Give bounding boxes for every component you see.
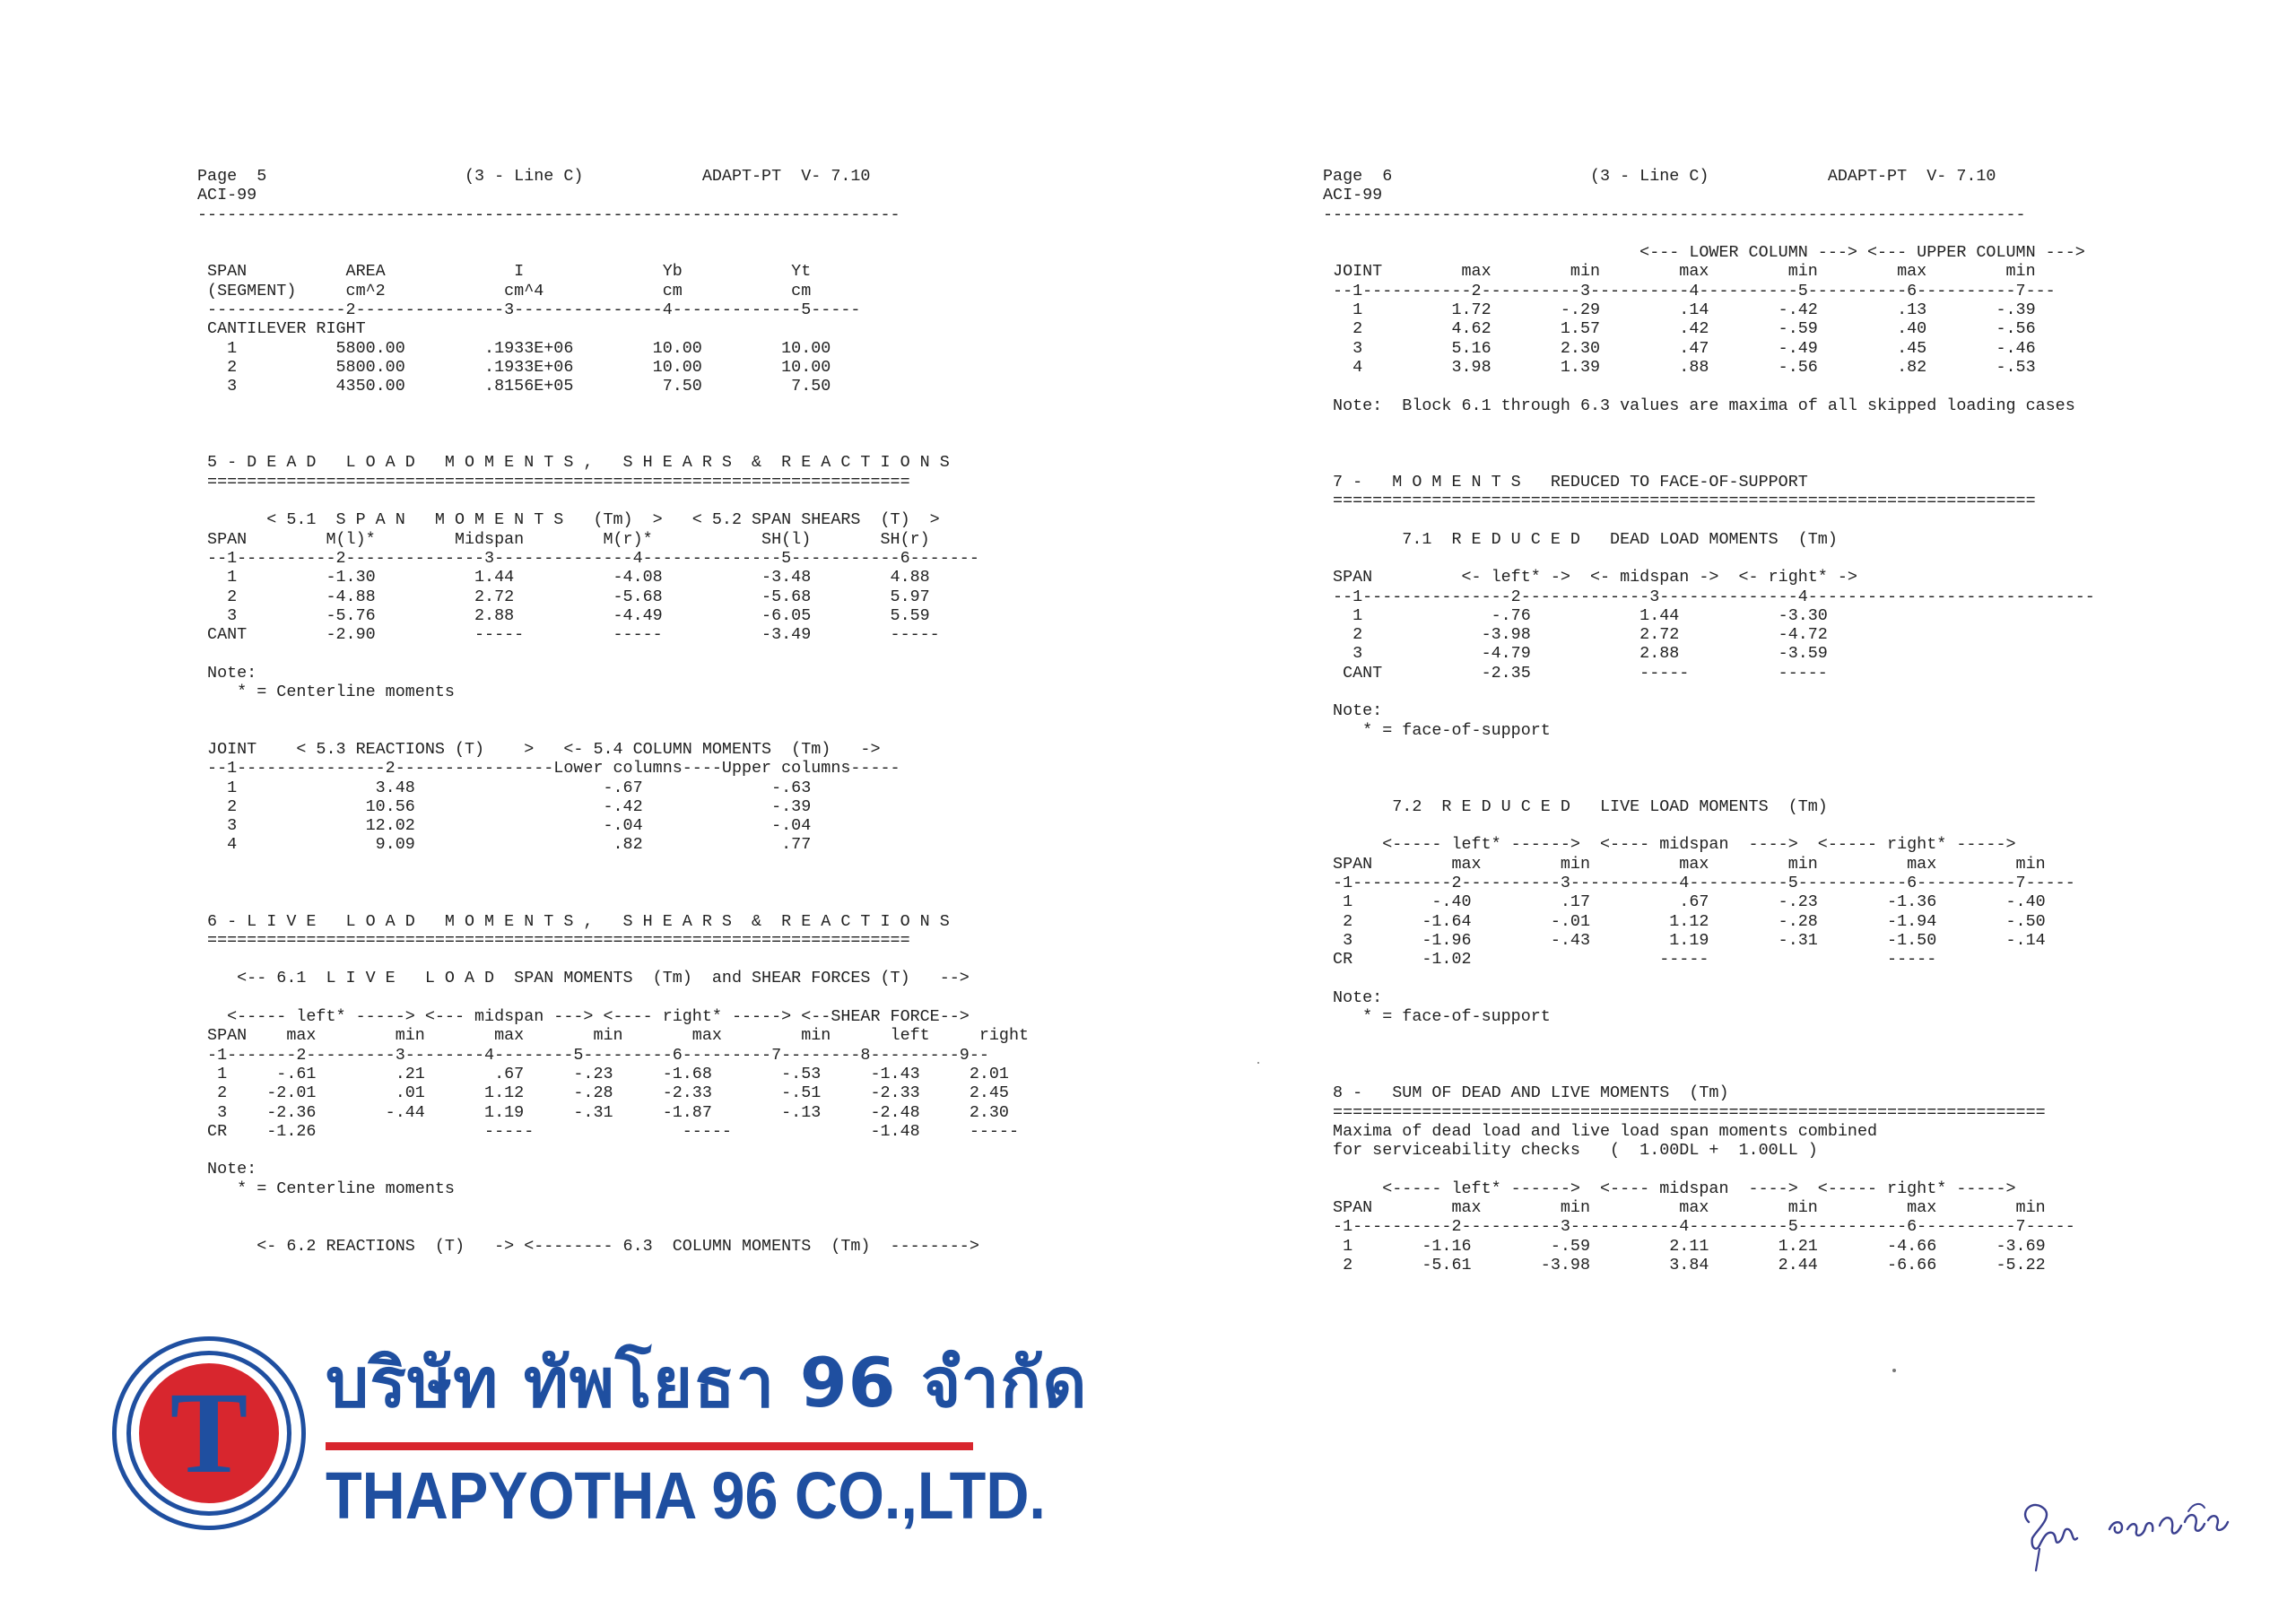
right-page-text: Page 6 (3 - Line C) ADAPT-PT V- 7.10 ACI-99 ----------------------------------------------------------------------- <--- LOWER COLUMN ---> <--- UPPER COLUMN ---> JOINT max min max min max min --1-----------2----------3----------4----------5----------6----------7--- 1 1.72 -.29 .14 -.42 .13 -.39 2 4.62 1.57 .42 -.59 .40 -.56 3 5.16 2.30 .47 -.49 .45 -.46 4 3.98 1.39 .88 -.56 .82 -.53 Note: Block 6.1 through 6.3 values are maxima of all skipped loading cases 7 - M O M E N T S REDUCED TO FACE-OF-SUPPORT ======================================================================= 7.1 R E D U C E D DEAD LOAD MOMENTS (Tm) SPAN <- left* -> <- midspan -> <- right* -> --1---------------2-------------3--------------4----------------------------- 1 -.76 1.44 -3.30 2 -3.98 2.72 -4.72 3 -4.79 2.88 -3.59 CANT -2.35 ----- ----- Note: * = face-of-support 7.2 R E D U C E D LIVE LOAD MOMENTS (Tm) <----- left* ------> <---- midspan ----> <----- right* -----> SPAN max min max min max min -1----------2----------3-----------4----------5-----------6----------7----- 1 -.40 .17 .67 -.23 -1.36 -.40 2 -1.64 -.01 1.12 -.28 -1.94 -.50 3 -1.96 -.43 1.19 -.31 -1.50 -.14 CR -1.02 ----- ----- Note: * = face-of-support 8 - SUM OF DEAD AND LIVE MOMENTS (Tm) ======================================================================== Maxima of dead load and live load span moments combined for serviceability checks ( 1.00DL + 1.00LL ) <----- left* ------> <---- midspan ----> <----- right* -----> SPAN max min max min max min -1----------2----------3-----------4----------5-----------6----------7----- 1 -1.16 -.59 2.11 1.21 -4.66 -3.69 2 -5.61 -3.98 3.84 2.44 -6.66 -5.22 [1323, 167, 2095, 1274]
logo-divider [326, 1442, 973, 1450]
company-logo [85, 1309, 1088, 1561]
logo-letter: T [170, 1369, 248, 1498]
scan-speck [1892, 1369, 1896, 1372]
handwritten-signature [2009, 1475, 2242, 1574]
right-report-page [1148, 0, 2296, 1618]
scan-speck [1257, 1062, 1259, 1064]
logo-emblem-inner [131, 1355, 287, 1511]
logo-english-name: THAPYOTHA 96 CO.,LTD. [326, 1458, 1046, 1533]
logo-emblem [112, 1336, 306, 1530]
left-page-text: Page 5 (3 - Line C) ADAPT-PT V- 7.10 ACI-99 ----------------------------------------------------------------------- SPAN AREA I Yb Yt (SEGMENT) cm^2 cm^4 cm cm --------------2---------------3---------------4-------------5----- CANTILEVER RIGHT 1 5800.00 .1933E+06 10.00 10.00 2 5800.00 .1933E+06 10.00 10.00 3 4350.00 .8156E+05 7.50 7.50 5 - D E A D L O A D M O M E N T S , S H E A R S & R E A C T I O N S ======================================================================= < 5.1 S P A N M O M E N T S (Tm) > < 5.2 SPAN SHEARS (T) > SPAN M(l)* Midspan M(r)* SH(l) SH(r) --1----------2--------------3--------------4--------------5-----------6------- 1 -1.30 1.44 -4.08 -3.48 4.88 2 -4.88 2.72 -5.68 -5.68 5.97 3 -5.76 2.88 -4.49 -6.05 5.59 CANT -2.90 ----- ----- -3.49 ----- Note: * = Centerline moments JOINT < 5.3 REACTIONS (T) > <- 5.4 COLUMN MOMENTS (Tm) -> --1---------------2----------------Lower columns----Upper columns----- 1 3.48 -.67 -.63 2 10.56 -.42 -.39 3 12.02 -.04 -.04 4 9.09 .82 .77 6 - L I V E L O A D M O M E N T S , S H E A R S & R E A C T I O N S ======================================================================= <-- 6.1 L I V E L O A D SPAN MOMENTS (Tm) and SHEAR FORCES (T) --> <----- left* -----> <--- midspan ---> <---- right* -----> <--SHEAR FORCE--> SPAN max min max min max min left right -1-------2---------3--------4--------5---------6---------7--------8---------9-- 1 -.61 .21 .67 -.23 -1.68 -.53 -1.43 2.01 2 -2.01 .01 1.12 -.28 -2.33 -.51 -2.33 2.45 3 -2.36 -.44 1.19 -.31 -1.87 -.13 -2.48 2.30 CR -1.26 ----- ----- -1.48 ----- Note: * = Centerline moments <- 6.2 REACTIONS (T) -> <-------- 6.3 COLUMN MOMENTS (Tm) --------> [197, 167, 1030, 1256]
logo-thai-name: บริษัท ทัพโยธา 96 จำกัด [326, 1343, 1088, 1422]
